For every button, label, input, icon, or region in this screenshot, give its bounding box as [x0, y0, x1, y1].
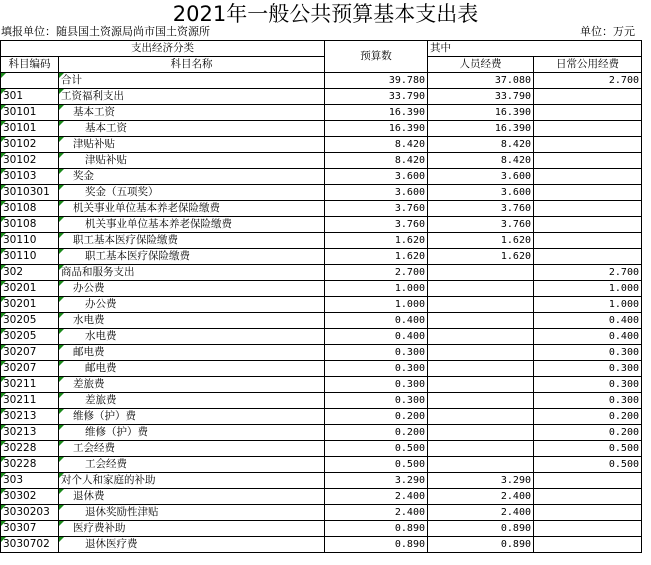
cell-public — [534, 153, 642, 169]
cell-code: 30302 — [1, 489, 59, 505]
cell-name: 退休医疗费 — [59, 537, 325, 553]
cell-name: 机关事业单位基本养老保险缴费 — [59, 217, 325, 233]
cell-code: 30103 — [1, 169, 59, 185]
cell-budget: 3.760 — [325, 201, 428, 217]
cell-budget: 0.400 — [325, 313, 428, 329]
cell-personnel: 16.390 — [428, 121, 534, 137]
cell-personnel: 1.620 — [428, 249, 534, 265]
reporting-unit: 填报单位：随县国土资源局尚市国土资源所 — [1, 25, 210, 38]
cell-name: 奖金 — [59, 169, 325, 185]
cell-code: 30211 — [1, 393, 59, 409]
cell-code: 30205 — [1, 313, 59, 329]
table-row — [1, 137, 642, 153]
cell-budget: 1.620 — [325, 249, 428, 265]
header-among: 其中 — [428, 41, 642, 57]
cell-personnel — [428, 425, 534, 441]
cell-name: 津贴补贴 — [59, 137, 325, 153]
cell-public: 0.300 — [534, 393, 642, 409]
cell-budget: 3.600 — [325, 185, 428, 201]
cell-personnel — [428, 313, 534, 329]
cell-personnel: 33.790 — [428, 89, 534, 105]
cell-budget: 39.780 — [325, 73, 428, 89]
table-row — [1, 89, 642, 105]
cell-personnel — [428, 377, 534, 393]
cell-personnel — [428, 393, 534, 409]
cell-name: 水电费 — [59, 313, 325, 329]
cell-personnel: 37.080 — [428, 73, 534, 89]
cell-name: 退休奖励性津贴 — [59, 505, 325, 521]
cell-public: 0.300 — [534, 345, 642, 361]
cell-name: 差旅费 — [59, 393, 325, 409]
cell-name: 维修（护）费 — [59, 425, 325, 441]
cell-personnel: 8.420 — [428, 137, 534, 153]
cell-code: 30101 — [1, 105, 59, 121]
cell-personnel: 1.620 — [428, 233, 534, 249]
cell-personnel: 3.600 — [428, 185, 534, 201]
cell-code: 30207 — [1, 361, 59, 377]
cell-public — [534, 121, 642, 137]
cell-code: 30108 — [1, 217, 59, 233]
cell-public — [534, 217, 642, 233]
cell-code: 3030702 — [1, 537, 59, 553]
cell-personnel: 2.400 — [428, 489, 534, 505]
cell-public: 0.500 — [534, 457, 642, 473]
cell-code: 30108 — [1, 201, 59, 217]
header-public: 日常公用经费 — [534, 57, 642, 73]
cell-personnel: 3.600 — [428, 169, 534, 185]
cell-personnel: 3.760 — [428, 217, 534, 233]
cell-personnel — [428, 361, 534, 377]
cell-code: 3030203 — [1, 505, 59, 521]
cell-public — [534, 105, 642, 121]
cell-code: 30110 — [1, 249, 59, 265]
cell-public — [534, 489, 642, 505]
cell-budget: 0.500 — [325, 441, 428, 457]
page-title: 2021年一般公共预算基本支出表 — [172, 2, 479, 26]
table-row — [1, 425, 642, 441]
cell-code: 3010301 — [1, 185, 59, 201]
table-row — [1, 121, 642, 137]
cell-budget: 1.620 — [325, 233, 428, 249]
cell-code: 30110 — [1, 233, 59, 249]
header-category: 支出经济分类 — [1, 41, 325, 57]
cell-budget: 0.500 — [325, 457, 428, 473]
table-row — [1, 537, 642, 553]
cell-personnel — [428, 297, 534, 313]
cell-budget: 33.790 — [325, 89, 428, 105]
table-row — [1, 489, 642, 505]
table-row — [1, 281, 642, 297]
table-row — [1, 73, 642, 89]
cell-code: 30201 — [1, 297, 59, 313]
table-row — [1, 169, 642, 185]
cell-personnel — [428, 265, 534, 281]
table-row — [1, 393, 642, 409]
cell-personnel — [428, 441, 534, 457]
cell-public: 0.300 — [534, 361, 642, 377]
cell-budget: 8.420 — [325, 153, 428, 169]
table-body — [1, 73, 642, 553]
cell-public: 1.000 — [534, 297, 642, 313]
cell-personnel — [428, 329, 534, 345]
cell-public — [534, 537, 642, 553]
cell-name: 维修（护）费 — [59, 409, 325, 425]
cell-name: 工会经费 — [59, 441, 325, 457]
cell-budget: 3.290 — [325, 473, 428, 489]
table-row — [1, 505, 642, 521]
cell-budget: 0.300 — [325, 393, 428, 409]
cell-public — [534, 249, 642, 265]
cell-name: 医疗费补助 — [59, 521, 325, 537]
cell-public: 0.400 — [534, 329, 642, 345]
cell-code: 30201 — [1, 281, 59, 297]
cell-name: 对个人和家庭的补助 — [59, 473, 325, 489]
table-row — [1, 377, 642, 393]
table-row — [1, 265, 642, 281]
cell-budget: 16.390 — [325, 105, 428, 121]
table-row — [1, 441, 642, 457]
cell-name: 工会经费 — [59, 457, 325, 473]
cell-budget: 0.200 — [325, 409, 428, 425]
cell-code: 301 — [1, 89, 59, 105]
cell-personnel: 3.760 — [428, 201, 534, 217]
cell-public: 0.200 — [534, 409, 642, 425]
cell-budget: 0.300 — [325, 377, 428, 393]
cell-public: 0.200 — [534, 425, 642, 441]
cell-code — [1, 73, 59, 89]
cell-public — [534, 505, 642, 521]
cell-budget: 2.400 — [325, 489, 428, 505]
cell-budget: 2.700 — [325, 265, 428, 281]
cell-name: 办公费 — [59, 297, 325, 313]
cell-code: 30213 — [1, 425, 59, 441]
cell-name: 办公费 — [59, 281, 325, 297]
cell-name: 职工基本医疗保险缴费 — [59, 249, 325, 265]
cell-name: 邮电费 — [59, 345, 325, 361]
cell-name: 邮电费 — [59, 361, 325, 377]
cell-public: 2.700 — [534, 265, 642, 281]
cell-personnel — [428, 457, 534, 473]
budget-table — [0, 40, 642, 553]
cell-personnel: 0.890 — [428, 537, 534, 553]
cell-budget: 0.300 — [325, 345, 428, 361]
cell-code: 30228 — [1, 457, 59, 473]
table-row — [1, 473, 642, 489]
cell-code: 30102 — [1, 137, 59, 153]
cell-public — [534, 521, 642, 537]
table-row — [1, 329, 642, 345]
table-row — [1, 201, 642, 217]
header-code: 科目编码 — [1, 57, 59, 73]
cell-budget: 0.890 — [325, 537, 428, 553]
cell-name: 奖金（五项奖） — [59, 185, 325, 201]
cell-budget: 3.600 — [325, 169, 428, 185]
cell-name: 职工基本医疗保险缴费 — [59, 233, 325, 249]
cell-budget: 0.300 — [325, 361, 428, 377]
table-row — [1, 249, 642, 265]
cell-personnel: 2.400 — [428, 505, 534, 521]
cell-personnel: 16.390 — [428, 105, 534, 121]
cell-budget: 1.000 — [325, 297, 428, 313]
cell-code: 30205 — [1, 329, 59, 345]
cell-public: 0.400 — [534, 313, 642, 329]
table-row — [1, 345, 642, 361]
cell-personnel: 8.420 — [428, 153, 534, 169]
table-row — [1, 233, 642, 249]
cell-code: 30307 — [1, 521, 59, 537]
cell-public — [534, 169, 642, 185]
cell-public — [534, 89, 642, 105]
cell-code: 303 — [1, 473, 59, 489]
cell-code: 30213 — [1, 409, 59, 425]
cell-budget: 1.000 — [325, 281, 428, 297]
cell-code: 30102 — [1, 153, 59, 169]
cell-name: 基本工资 — [59, 121, 325, 137]
cell-budget: 0.890 — [325, 521, 428, 537]
cell-budget: 3.760 — [325, 217, 428, 233]
cell-public: 0.300 — [534, 377, 642, 393]
cell-personnel: 0.890 — [428, 521, 534, 537]
cell-public — [534, 201, 642, 217]
cell-personnel — [428, 345, 534, 361]
cell-public — [534, 137, 642, 153]
table-row — [1, 457, 642, 473]
table-row — [1, 313, 642, 329]
cell-name: 工资福利支出 — [59, 89, 325, 105]
cell-public: 1.000 — [534, 281, 642, 297]
cell-personnel — [428, 409, 534, 425]
cell-public — [534, 185, 642, 201]
cell-personnel: 3.290 — [428, 473, 534, 489]
table-row — [1, 105, 642, 121]
table-row — [1, 185, 642, 201]
cell-name: 商品和服务支出 — [59, 265, 325, 281]
cell-name: 津贴补贴 — [59, 153, 325, 169]
cell-public: 0.500 — [534, 441, 642, 457]
cell-code: 30228 — [1, 441, 59, 457]
table-row — [1, 409, 642, 425]
cell-public — [534, 233, 642, 249]
cell-code: 302 — [1, 265, 59, 281]
cell-name: 基本工资 — [59, 105, 325, 121]
header-budget: 预算数 — [325, 41, 428, 73]
table-row — [1, 521, 642, 537]
cell-code: 30101 — [1, 121, 59, 137]
header-personnel: 人员经费 — [428, 57, 534, 73]
cell-code: 30211 — [1, 377, 59, 393]
cell-name: 差旅费 — [59, 377, 325, 393]
cell-name: 水电费 — [59, 329, 325, 345]
table-row — [1, 153, 642, 169]
cell-budget: 16.390 — [325, 121, 428, 137]
cell-name: 机关事业单位基本养老保险缴费 — [59, 201, 325, 217]
cell-name: 退休费 — [59, 489, 325, 505]
cell-code: 30207 — [1, 345, 59, 361]
cell-name: 合计 — [59, 73, 325, 89]
cell-budget: 0.200 — [325, 425, 428, 441]
table-row — [1, 217, 642, 233]
cell-budget: 8.420 — [325, 137, 428, 153]
cell-budget: 0.400 — [325, 329, 428, 345]
table-row — [1, 361, 642, 377]
cell-personnel — [428, 281, 534, 297]
cell-budget: 2.400 — [325, 505, 428, 521]
currency-unit: 单位：万元 — [580, 25, 635, 38]
cell-public: 2.700 — [534, 73, 642, 89]
table-row — [1, 297, 642, 313]
cell-public — [534, 473, 642, 489]
table-header — [1, 41, 642, 73]
header-name: 科目名称 — [59, 57, 325, 73]
